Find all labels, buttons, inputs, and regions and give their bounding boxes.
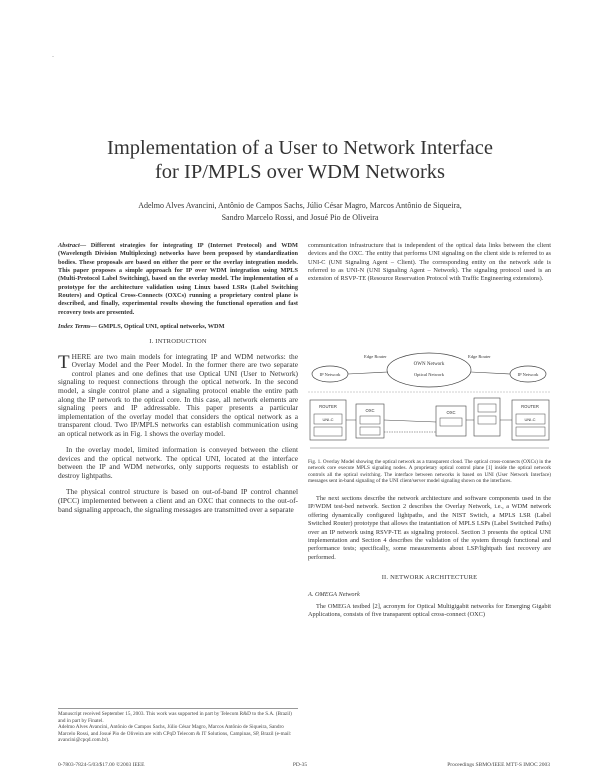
router-left-label: ROUTER [319,404,337,409]
intro-paragraph-2: In the overlay model, limited information is conveyed between the client devices and the optical network. The optical UNI, located at the interface between the IP and WDM networks, only supports requests to establish or destroy lightpaths. [58,445,298,480]
footer-proceedings: Proceedings SBMO/IEEE MTT-S IMOC 2003 [447,762,550,768]
left-column [58,242,298,514]
router-right-label: ROUTER [521,404,539,409]
oxc-2-label: OXC [446,410,456,415]
optical-network-cloud [387,353,471,387]
abstract-text: — Different strategies for integrating IP (Internet Protocol) and WDM (Wavelength Division Multiplexing) networks have been proposed by standardization bodies. These proposals are based on either the peer or the overlay integration models. This paper proposes a simple approach for IP over WDM integration using MPLS (Multi-Protocol Label Switching), based on the overlay model. The implementation of a prototype for the architecture validation using Linux based LSRs (Label Switching Routers) and Optical Cross-Connects (OXCs) running a proprietary control plane is described, and finally, experimental results showing the functional operation and fast recovery tests are presented. [58,242,298,316]
corner-mark: - [52,54,54,60]
cloud-label: OWN Network [413,362,445,367]
unic-left-label: UNI-C [322,417,334,422]
intro-paragraph-1: THERE are two main models for integrating IP and WDM networks: the Overlay Model and the Peer Model. In the former there are two separate control planes and one defines that use Optical UNI (User to Network) signaling to request connections through the optical network. In the second model, a single control plane and a signaling protocol enable the entire path along the IP network to the optical core. In this case, all network elements are signaling peers and IP addressable. This paper presents a particular implementation of the overlay model that considers the optical network as a transparent cloud. Two IP/MPLS networks can establish communication using an optical network as in Fig. 1 shows the overlay model. [58,351,298,438]
authors [0,200,600,224]
abstract-label: Abstract [58,242,80,249]
figure-caption: Fig. 1. Overlay Model showing the optical network as a transparent cloud. The optical cross-connects (OXCs) in the network core execute MPLS signaling nodes. A proprietary optical control plane [1] inside the optical network controls all the optical switching. The interface between networks is based on UNI (User Network Interface) messages sent in-band signaling of the UNI client/server model signaling shown on the interfaces. [308,459,551,485]
overlay-model-figure [308,348,551,456]
drop-cap: T [58,351,70,373]
right-paragraph-1: communication infrastructure that is independent of the optical data links between the client devices and the OXC. The entity that performs UNI signaling on the client side is referred to as UNI-C (UNI Signaling Agent – Client). The corresponding entity on the network side is referred to as UNI-N (UNI Signaling Agent – Network). The signaling protocol used is an extension of RSVP-TE (Resource Reservation Protocol with Traffic Engineering extensions). [308,242,551,283]
right-column-top [308,242,551,284]
cloud-sublabel: Optical Network [413,372,445,377]
title-line-2: for IP/MPLS over WDM Networks [154,161,446,183]
intro-paragraph-3: The physical control structure is based on out-of-band IP control channel (IPCC) implemented between a client and an OXC that connects to the out-of-band signaling approach, the signaling messages are transmitted over a separate [58,487,298,514]
index-terms-text: — GMPLS, Optical UNI, optical networks, WDM [90,323,225,331]
footnote-1: Manuscript received September 15, 2003. This work was supported in part by Telecom R&D to the S.A. (Brazil) and in part by Finatel. [58,711,292,724]
index-terms [58,323,298,331]
abstract [58,242,298,317]
left-ip-label: IP Network [319,372,341,377]
authors-line-1: Adelmo Alves Avancini, Antônio de Campos Sachs, Júlio César Magro, Marcos Antônio de Siqueira, [138,201,462,210]
right-paragraph-2: The next sections describe the network architecture and software components used in the IP/WDM test-bed network. Section 2 describes the Overlay Network, i.e., a WDM network offering dynamically configured lightpaths, and the NIST Switch, a MPLS LSR (Label Switched Router) prototype that allows the instantiation of MPLS LSPs (Label Switched Paths) over an IP network using RSVP-TE as signaling protocol. Section 3 presents the optical UNI implementation and Section 4 describes the validation of the system through functional and performance tests; specifically, some measurements about LSP/lightpath fast recovery are performed. [308,495,551,561]
paper-title [0,136,600,184]
edge-router-left-label: Edge Router [364,354,387,359]
footnotes [58,708,298,744]
footer-copyright: 0-7803-7824-5/03/$17.00 ©2003 IEEE [58,762,145,768]
footnote-2: Adelmo Alves Avancini, Antônio de Campos Sachs, Júlio César Magro, Marcos Antônio de Siqueira, Sandro Marcelo Rossi, and Josué Pio de Oliveira are with CPqD Telecom & IT Solutions, Campinas, SP, Brazil (e-mail: avancini@cpqd.com.br). [58,724,292,744]
section-heading-introduction: I. INTRODUCTION [149,338,207,346]
title-line-1: Implementation of a User to Network Interface [107,137,493,159]
section-heading-architecture: II. NETWORK ARCHITECTURE [381,574,478,582]
footer-page-number: PD-35 [292,762,308,768]
introduction [58,353,298,514]
edge-router-right-label: Edge Router [468,354,491,359]
right-paragraph-3: The OMEGA testbed [2], acronym for Optical Multigigabit networks for Emerging Gigabit Applications, consists of five transparent optical cross-connect (OXC) [308,603,551,619]
index-terms-label: Index Terms [58,323,91,331]
oxc-1-label: OXC [365,408,375,413]
right-ip-label: IP Network [517,372,539,377]
authors-line-2: Sandro Marcelo Rossi, and Josué Pio de Oliveira [221,213,379,222]
unic-right-label: UNI-C [524,417,536,422]
subsection-heading-omega: A. OMEGA Network [308,590,360,598]
right-column-bottom [308,495,551,620]
